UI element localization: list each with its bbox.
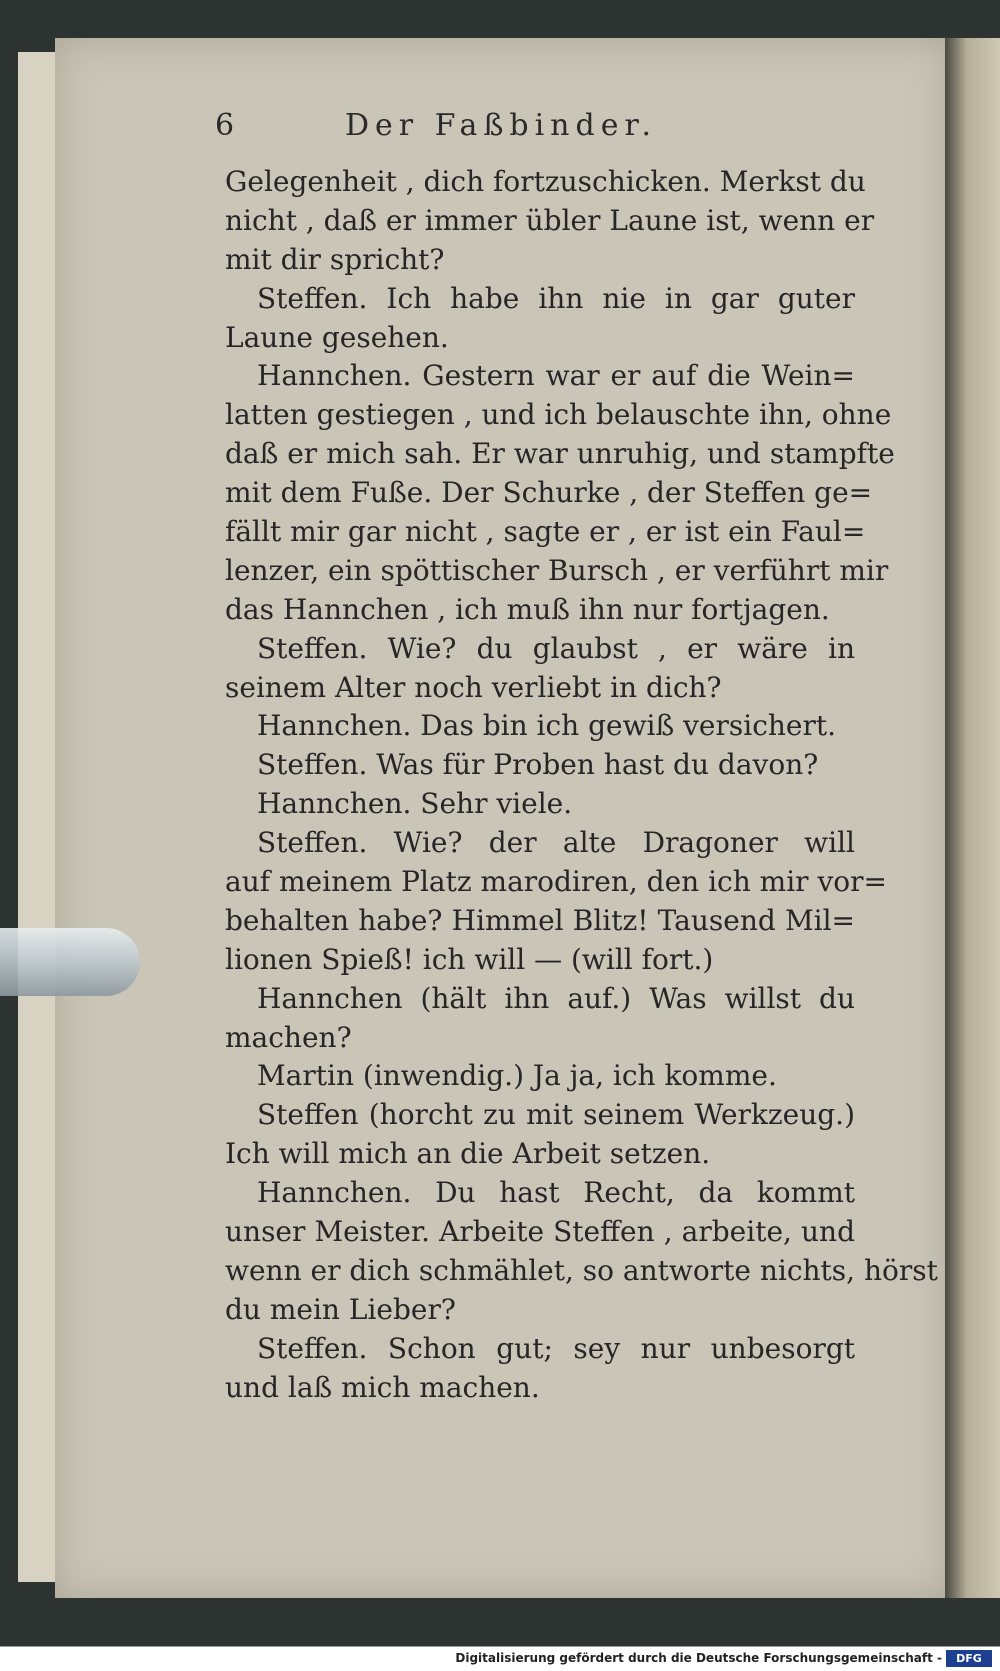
text-line: Martin (inwendig.) Ja ja, ich komme. <box>257 1059 777 1093</box>
page-header <box>215 108 855 152</box>
running-title: Der Faßbinder. <box>345 108 658 143</box>
book-gutter <box>945 38 1000 1598</box>
text-line: Hannchen. Das bin ich gewiß versichert. <box>257 709 837 743</box>
text-line: behalten habe? Himmel Blitz! Tausend Mil= <box>225 903 855 937</box>
text-line: latten gestiegen , und ich belauschte ihn, ohne <box>225 398 892 432</box>
dfg-logo: DFG <box>946 1650 992 1667</box>
page-clip <box>0 928 140 996</box>
text-line: Steffen. Ich habe ihn nie in gar guter <box>257 281 855 315</box>
text-line: lenzer, ein spöttischer Bursch , er verführt mir <box>225 553 889 587</box>
text-line: seinem Alter noch verliebt in dich? <box>225 670 722 704</box>
text-line: Gelegenheit , dich fortzuschicken. Merkst du <box>225 165 866 198</box>
text-line: fällt mir gar nicht , sagte er , er ist ein Faul= <box>225 515 866 549</box>
text-line: und laß mich machen. <box>225 1370 540 1404</box>
text-line: unser Meister. Arbeite Steffen , arbeite, und <box>225 1215 855 1249</box>
text-line: Ich will mich an die Arbeit setzen. <box>225 1137 711 1171</box>
text-line: du mein Lieber? <box>225 1292 456 1326</box>
text-line: mit dem Fuße. Der Schurke , der Steffen ge= <box>225 476 873 510</box>
text-line: Steffen. Schon gut; sey nur unbesorgt <box>257 1331 855 1365</box>
text-line: Steffen. Wie? der alte Dragoner will <box>257 826 855 860</box>
text-line: das Hannchen , ich muß ihn nur fortjagen. <box>225 592 830 626</box>
text-line: Steffen. Was für Proben hast du davon? <box>257 748 819 782</box>
text-line: auf meinem Platz marodiren, den ich mir vor= <box>225 865 887 899</box>
text-line: Hannchen (hält ihn auf.) Was willst du <box>257 981 855 1015</box>
text-line: Hannchen. Sehr viele. <box>257 787 573 821</box>
text-line: wenn er dich schmählet, so antworte nichts, hörst <box>225 1253 938 1287</box>
text-line: Hannchen. Du hast Recht, da kommt <box>257 1176 855 1210</box>
text-line: lionen Spieß! ich will — (will fort.) <box>225 942 714 976</box>
text-line: nicht , daß er immer übler Laune ist, wenn er <box>225 203 875 237</box>
text-block <box>225 163 938 1408</box>
text-line: Steffen. Wie? du glaubst , er wäre in <box>257 631 855 665</box>
text-line: mit dir spricht? <box>225 242 445 276</box>
text-line: Laune gesehen. <box>225 320 449 354</box>
digitization-footer <box>0 1646 1000 1671</box>
text-line: machen? <box>225 1020 352 1054</box>
text-line: daß er mich sah. Er war unruhig, und stampfte <box>225 437 895 471</box>
text-line: Hannchen. Gestern war er auf die Wein= <box>257 359 855 393</box>
page-number: 6 <box>215 108 235 143</box>
text-line: Steffen (horcht zu mit seinem Werkzeug.) <box>257 1098 855 1132</box>
funding-notice: Digitalisierung gefördert durch die Deutsche Forschungsgemeinschaft - <box>455 1651 942 1665</box>
